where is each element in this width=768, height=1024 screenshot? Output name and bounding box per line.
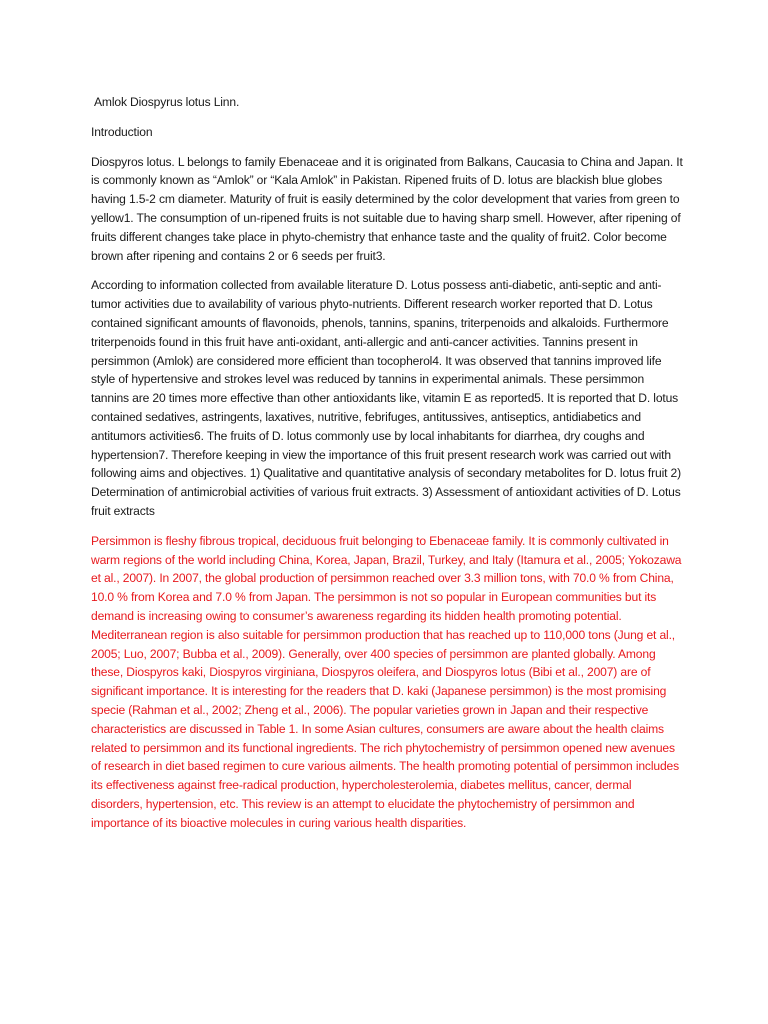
document-body bbox=[91, 93, 683, 832]
paragraph-origin: Diospyros lotus. L belongs to family Ebenaceae and it is originated from Balkans, Caucasia to China and Japan. It is commonly known as “Amlok” or “Kala Amlok” in Pakistan. Ripened fruits of D. lotus are blackish blue globes having 1.5-2 cm diameter. Maturity of fruit is easily determined by the color development that varies from green to yellow1. The consumption of un-ripened fruits is not suitable due to having sharp smell. However, after ripening of fruits different changes take place in phyto-chemistry that enhance taste and the quality of fruit2. Color become brown after ripening and contains 2 or 6 seeds per fruit3. bbox=[91, 154, 683, 263]
paragraph-persimmon-overview-highlighted: Persimmon is fleshy fibrous tropical, deciduous fruit belonging to Ebenaceae family. It is commonly cultivated in warm regions of the world including China, Korea, Japan, Brazil, Turkey, and Italy (Itamura et al., 2005; Yokozawa et al., 2007). In 2007, the global production of persimmon reached over 3.3 million tons, with 70.0 % from China, 10.0 % from Korea and 7.0 % from Japan. The persimmon is not so popular in European communities but its demand is increasing owing to consumer’s awareness regarding its hidden health promoting potential. Mediterranean region is also suitable for persimmon production that has reached up to 110,000 tons (Jung et al., 2005; Luo, 2007; Bubba et al., 2009). Generally, over 400 species of persimmon are planted globally. Among these, Diospyros kaki, Diospyros virginiana, Diospyros oleifera, and Diospyros lotus (Bibi et al., 2007) are of significant importance. It is interesting for the readers that D. kaki (Japanese persimmon) is the most promising specie (Rahman et al., 2002; Zheng et al., 2006). The popular varieties grown in Japan and their respective characteristics are discussed in Table 1. In some Asian cultures, consumers are aware about the health claims related to persimmon and its functional ingredients. The rich phytochemistry of persimmon opened new avenues of research in diet based regimen to cure various ailments. The health promoting potential of persimmon includes its effectiveness against free-radical production, hypercholesterolemia, diabetes mellitus, cancer, dermal disorders, hypertension, etc. This review is an attempt to elucidate the phytochemistry of persimmon and importance of its bioactive molecules in curing various health disparities. bbox=[91, 533, 682, 830]
paragraph-literature-review: According to information collected from available literature D. Lotus possess anti-diabetic, anti-septic and anti-tumor activities due to availability of various phyto-nutrients. Different research worker reported that D. Lotus contained significant amounts of flavonoids, phenols, tannins, spanins, triterpenoids and alkaloids. Furthermore triterpenoids found in this fruit have anti-oxidant, anti-allergic and anti-cancer activities. Tannins present in persimmon (Amlok) are considered more efficient than tocopherol4. It was observed that tannins improved life style of hypertensive and strokes level was reduced by tannins in experimental animals. These persimmon tannins are 20 times more effective than other antioxidants like, vitamin E as reported5. It is reported that D. lotus contained sedatives, astringents, laxatives, nutritive, febrifuges, antitussives, antiseptics, antidiabetics and antitumors activities6. The fruits of D. lotus commonly use by local inhabitants for diarrhea, dry coughs and hypertension7. Therefore keeping in view the importance of this fruit present research work was carried out with following aims and objectives. 1) Qualitative and quantitative analysis of secondary metabolites for D. lotus fruit 2) Determination of antimicrobial activities of various fruit extracts. 3) Assessment of antioxidant activities of D. Lotus fruit extracts bbox=[91, 278, 681, 518]
section-heading-introduction: Introduction bbox=[91, 124, 153, 139]
document-title: Amlok Diospyrus lotus Linn. bbox=[94, 95, 240, 109]
